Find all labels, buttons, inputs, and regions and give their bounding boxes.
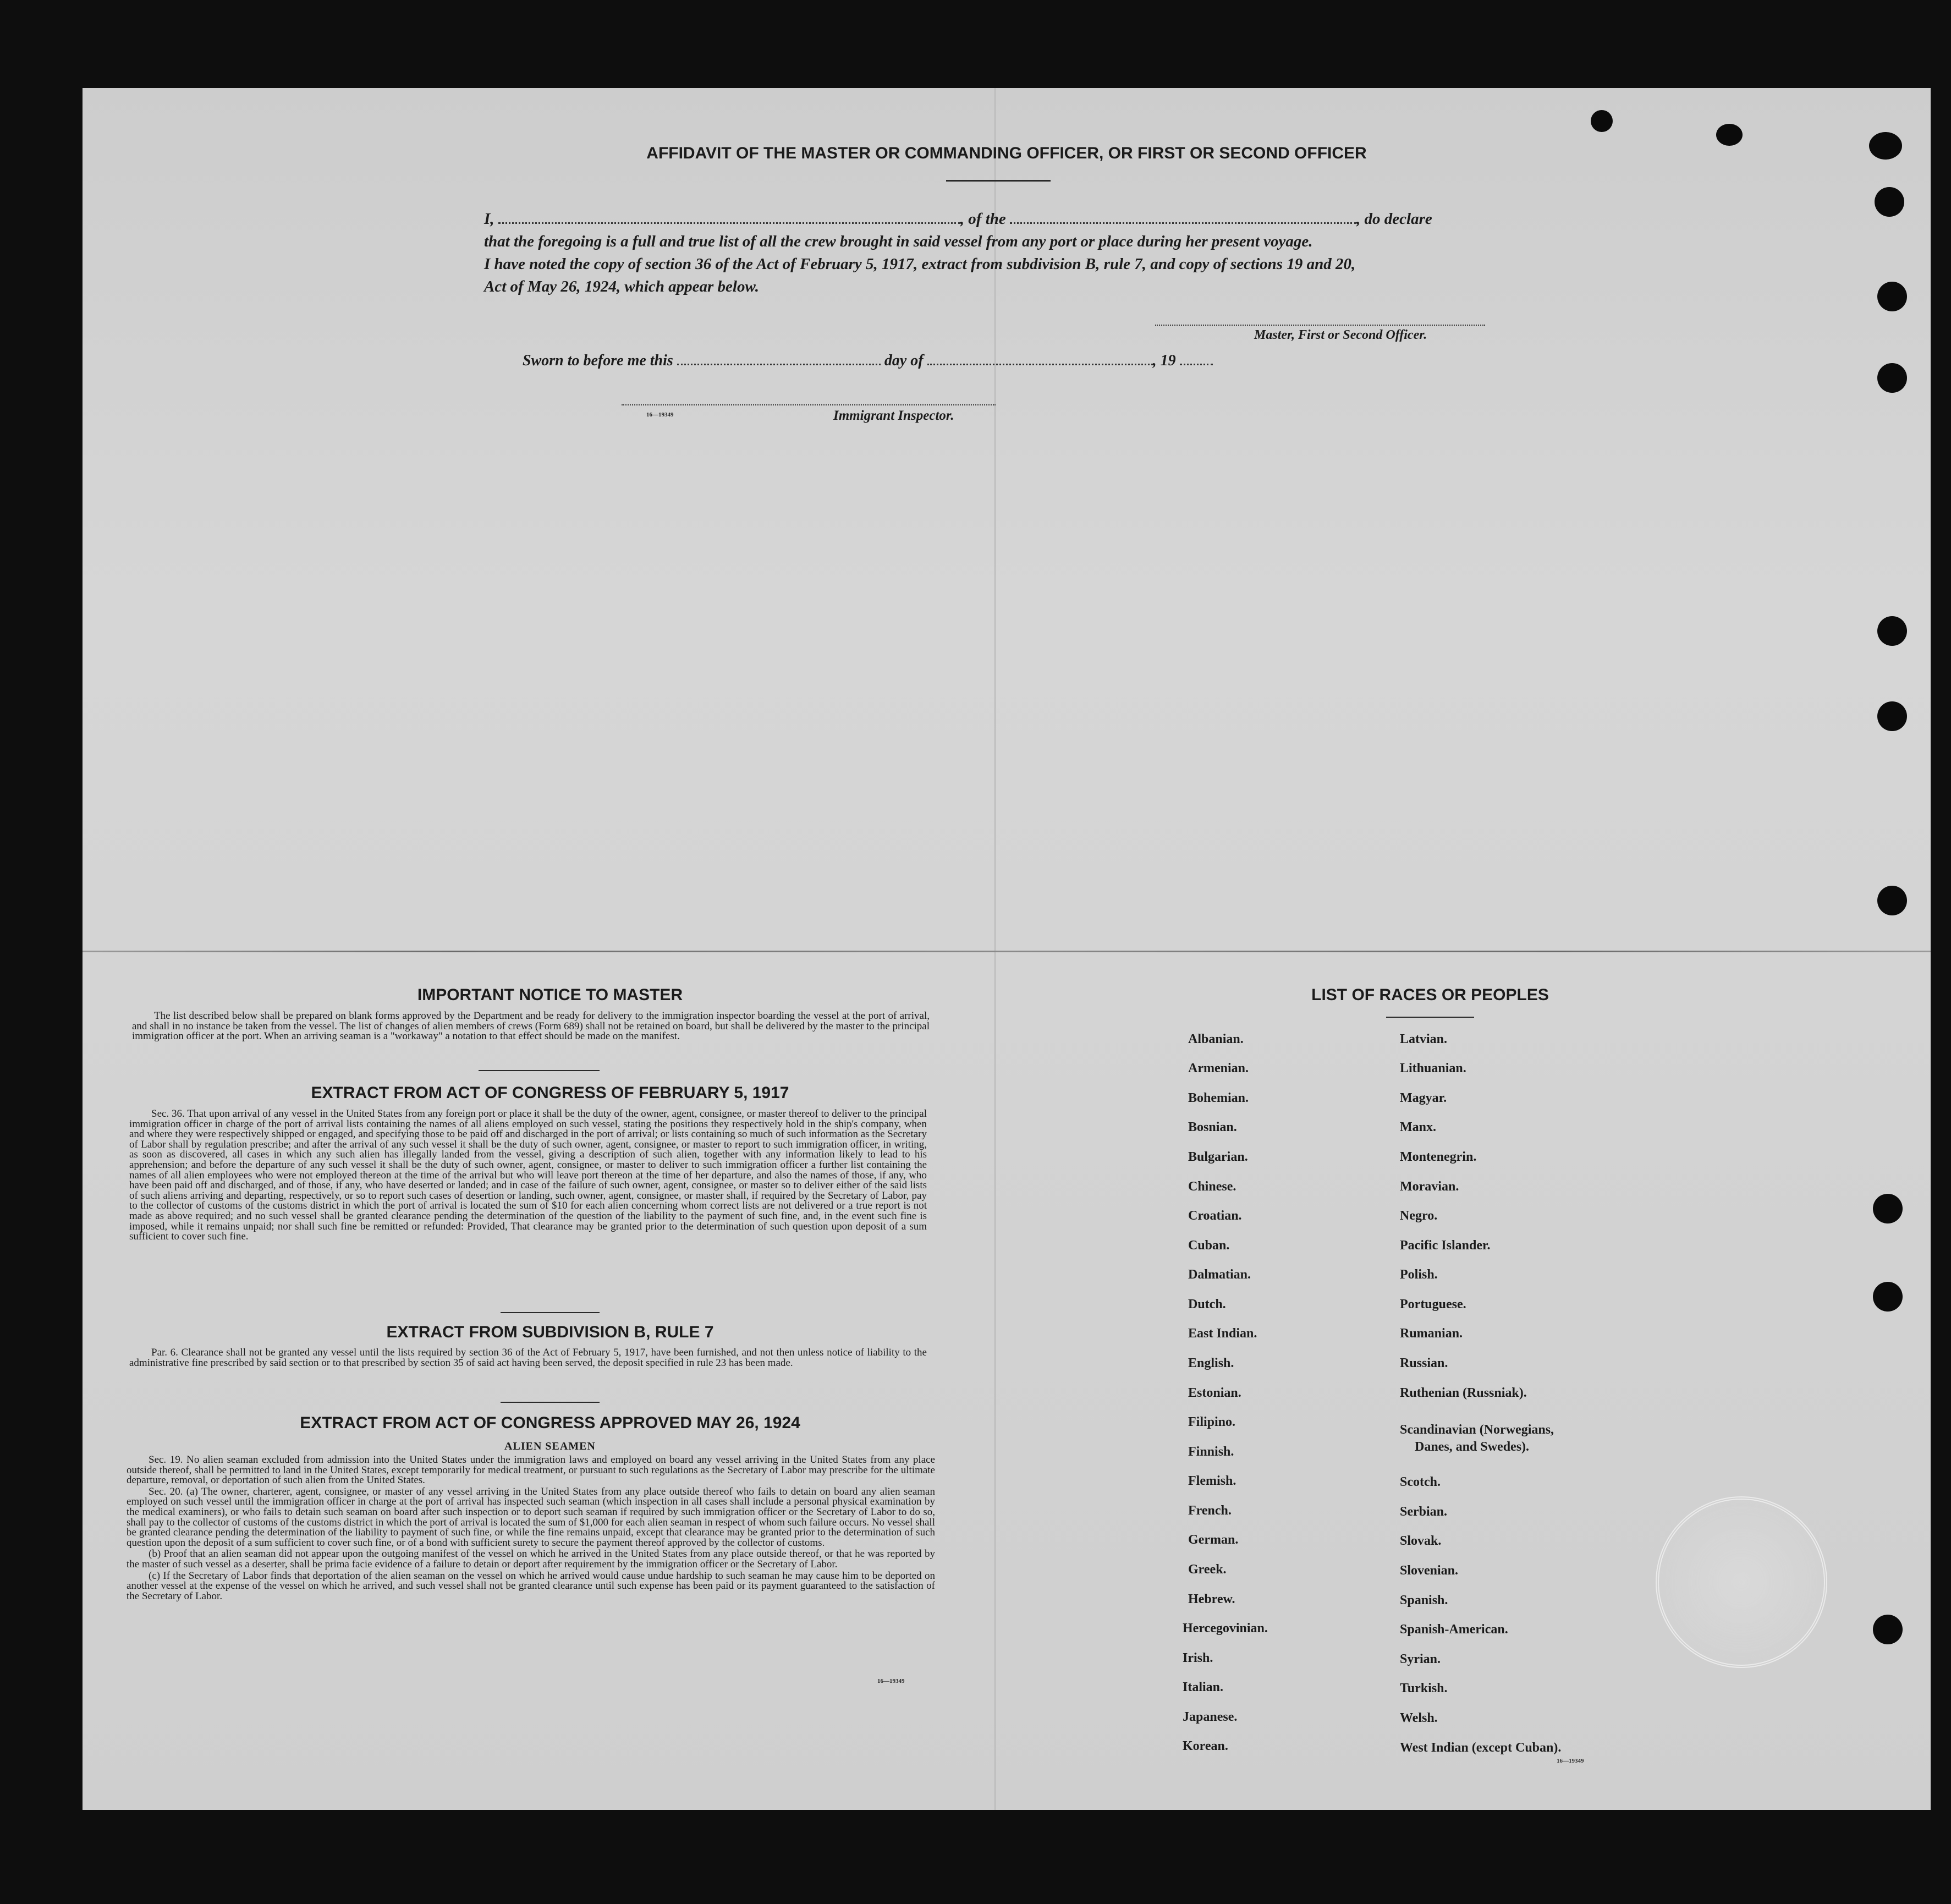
race-item: Serbian. (1400, 1505, 1448, 1519)
notice-title: IMPORTANT NOTICE TO MASTER (417, 986, 683, 1004)
race-item: Spanish-American. (1400, 1622, 1508, 1637)
section-36-paragraph: Sec. 36. That upon arrival of any vessel in the United States from any foreign port or place it shall be the duty of the owner, agent, consignee, or master thereof to deliver to the principal immigration officer in charge of the port of arrival lists containing the names of all aliens employed on such vessel, stating the positions they respectively hold in the ship's company, when and where they were respectively shipped or engaged, and specifying those to be paid off and discharged in the port of arrival; or lists containing so much of such information as the Secretary of Labor shall by regulation prescribe; and after the arrival of any such vessel it shall be the duty of such owner, agent, consignee, or master to report to such immigration officer, in writing, as soon as discovered, all cases in which any such alien has illegally landed from the vessel, giving a description of such alien, together with any information likely to lead to his apprehension; and before the departure of any such vessel it shall be the duty of such owner, agent, consignee, or master to deliver to such immigration officer a further list containing the names of all alien employees who were not employed thereon at the time of the arrival but who will leave port thereon at the time of her departure, and also the names of those, if any, who have been paid off and discharged, and of those, if any, who have deserted or landed; and in case of the failure of such owner, agent, consignee, or master so to deliver either of the said lists of such aliens arriving and departing, respectively, or so to report such cases of desertion or landing, such owner, agent, consignee, or master shall, if required by the Secretary of Labor, pay to the collector of customs of the customs district in which the port of arrival is located the sum of $10 for each alien concerning whom correct lists are not delivered or a true report is not made as above required; and no such vessel shall be granted clearance pending the determination of the question of the liability to the payment of such fine, and, in the event such fine is imposed, while it remains unpaid; nor shall such fine be remitted or refunded: Provided, That clearance may be granted prior to the determination of such question upon deposit of a sum sufficient to cover such fine. (129, 1108, 927, 1243)
declaration-line-3: I have noted the copy of section 36 of the Act of February 5, 1917, extract from subdivision B, rule 7, and copy of sections 19 and 20, (484, 255, 1356, 273)
race-item: Korean. (1183, 1739, 1228, 1753)
sworn-day-field[interactable] (677, 364, 881, 365)
sworn-year-field[interactable] (1180, 364, 1213, 365)
race-item: Croatian. (1188, 1209, 1242, 1223)
race-item: Japanese. (1183, 1710, 1238, 1724)
race-item: Flemish. (1188, 1474, 1236, 1488)
title-underline (946, 180, 1051, 182)
race-item: English. (1188, 1356, 1234, 1370)
race-item: Hebrew. (1188, 1592, 1235, 1606)
punch-hole (1591, 110, 1613, 132)
extract-rule7-title: EXTRACT FROM SUBDIVISION B, RULE 7 (386, 1323, 714, 1341)
race-item: Russian. (1400, 1356, 1448, 1370)
year-prefix: , 19 (1152, 352, 1176, 369)
master-caption: Master, First or Second Officer. (1254, 328, 1427, 342)
race-item: Negro. (1400, 1209, 1438, 1223)
of-the-label: , of the (960, 210, 1006, 228)
race-item: Magyar. (1400, 1091, 1447, 1105)
master-signature-line[interactable] (1155, 325, 1485, 326)
sworn-line (523, 352, 1213, 370)
sworn-month-field[interactable] (927, 364, 1153, 365)
inspector-caption: Immigrant Inspector. (833, 408, 954, 423)
punch-hole (1873, 1282, 1903, 1312)
race-item: West Indian (except Cuban). (1400, 1741, 1562, 1755)
extract-1924-title: EXTRACT FROM ACT OF CONGRESS APPROVED MAY 26, 1924 (300, 1414, 800, 1432)
race-item: Armenian. (1188, 1061, 1249, 1076)
sworn-prefix: Sworn to before me this (523, 352, 673, 369)
race-item: Italian. (1183, 1680, 1224, 1694)
race-item: Slovenian. (1400, 1563, 1459, 1578)
sec-20a-paragraph: Sec. 20. (a) The owner, charterer, agent, consignee, or master of any vessel arriving in the United States from any place outside thereof who fails to detain on board any alien seaman employed on such vessel until the immigration officer in charge at the port of arrival has inspected such seaman (which inspection in all cases shall include a personal physical examination by the medical examiners), or who fails to detain such seaman on board after such inspection or to deport such seaman if required by such immigration officer or the Secretary of Labor to do so, shall pay to the collector of customs of the customs district in which the port of arrival is located the sum of $1,000 for each alien seaman in respect of whom such failure occurs. No vessel shall be granted clearance pending the determination of the liability to payment of such fine, or while the fine remains unpaid, except that clearance may be granted prior to the determination of such question upon the deposit of a sum sufficient to cover such fine, or of a bond with sufficient surety to secure the payment thereof approved by the collector of customs. (127, 1485, 935, 1549)
divider (479, 1070, 600, 1071)
race-item: Albanian. (1188, 1032, 1244, 1046)
race-item: Danes, and Swedes). (1415, 1440, 1530, 1454)
race-item: Filipino. (1188, 1415, 1236, 1429)
alien-seamen-heading: ALIEN SEAMEN (504, 1440, 596, 1452)
race-item: Turkish. (1400, 1681, 1448, 1696)
form-number: 16—19349 (1557, 1758, 1584, 1764)
punch-hole (1877, 886, 1907, 915)
race-item: Dalmatian. (1188, 1267, 1251, 1282)
race-item: Greek. (1188, 1562, 1227, 1577)
declaration (484, 208, 1513, 298)
race-item: Slovak. (1400, 1534, 1442, 1548)
race-item: Welsh. (1400, 1711, 1438, 1725)
par-6-paragraph: Par. 6. Clearance shall not be granted any vessel until the lists required by section 36 of the Act of February 5, 1917, have been furnished, and not then unless notice of liability to the administrative fine prescribed by said section or to that prescribed by section 35 of said act having been served, the deposit specified in rule 23 has been made. (129, 1347, 927, 1369)
declaration-line-2: that the foregoing is a full and true list of all the crew brought in said vessel from any port or place during her present voyage. (484, 233, 1313, 250)
race-item: Irish. (1183, 1651, 1213, 1665)
affidavit-title: AFFIDAVIT OF THE MASTER OR COMMANDING OFFICER, OR FIRST OR SECOND OFFICER (646, 144, 1367, 162)
race-item: Montenegrin. (1400, 1150, 1477, 1164)
form-number: 16—19349 (877, 1678, 905, 1684)
punch-hole (1875, 187, 1904, 217)
sec-19-paragraph: Sec. 19. No alien seaman excluded from admission into the United States under the immigration laws and employed on board any vessel arriving in the United States from any place outside thereof, shall be permitted to land in the United States, except temporarily for medical treatment, or pursuant to such regulations as the Secretary of Labor may prescribe for the ultimate departure, removal, or deportation of such alien from the United States. (127, 1454, 935, 1486)
race-item: Ruthenian (Russniak). (1400, 1386, 1527, 1400)
inspector-signature-line[interactable] (622, 404, 996, 405)
race-item: Finnish. (1188, 1445, 1234, 1459)
divider (501, 1402, 600, 1403)
punch-hole (1877, 363, 1907, 393)
race-item: Bulgarian. (1188, 1150, 1248, 1164)
race-item: German. (1188, 1533, 1239, 1547)
race-item: Manx. (1400, 1120, 1436, 1134)
vessel-name-field[interactable] (1010, 222, 1356, 224)
race-item: Hercegovinian. (1183, 1621, 1268, 1636)
race-item: Estonian. (1188, 1386, 1241, 1400)
extract-1917-text (129, 1109, 927, 1243)
declarant-prefix: I, (484, 210, 494, 228)
divider (1386, 1017, 1474, 1018)
race-item: Bosnian. (1188, 1120, 1237, 1134)
embossed-seal (1656, 1496, 1827, 1668)
extract-1924-text (127, 1455, 935, 1603)
race-item: East Indian. (1188, 1326, 1257, 1341)
race-item: Latvian. (1400, 1032, 1448, 1046)
race-item: Dutch. (1188, 1297, 1226, 1312)
divider (501, 1312, 600, 1313)
notice-text (132, 1011, 930, 1043)
punch-hole (1716, 124, 1743, 146)
race-item: Scandinavian (Norwegians, (1400, 1423, 1554, 1437)
race-item: Polish. (1400, 1267, 1438, 1282)
notice-paragraph: The list described below shall be prepared on blank forms approved by the Department and be ready for delivery to the immigration inspector boarding the vessel at the port of arrival, and shall in no instance be taken from the vessel. The list of changes of alien members of crews (Form 689) shall not be retained on board, but shall be delivered by the master to the principal immigration officer at the port. When an arriving seaman is a "workaway" a notation to that effect should be made on the manifest. (132, 1010, 930, 1042)
race-item: Bohemian. (1188, 1091, 1249, 1105)
extract-rule7-text (129, 1348, 927, 1369)
race-item: Chinese. (1188, 1179, 1236, 1194)
race-item: Scotch. (1400, 1475, 1441, 1489)
punch-hole (1869, 132, 1902, 160)
punch-hole (1877, 282, 1907, 311)
declarant-name-field[interactable] (498, 222, 960, 224)
punch-hole (1873, 1194, 1903, 1223)
punch-hole (1873, 1615, 1903, 1644)
punch-hole (1877, 616, 1907, 646)
declaration-line-4: Act of May 26, 1924, which appear below. (484, 278, 759, 295)
race-item: Rumanian. (1400, 1326, 1463, 1341)
races-title: LIST OF RACES OR PEOPLES (1311, 986, 1549, 1004)
declaration-line-1 (484, 208, 1513, 231)
declare-label: , do declare (1356, 210, 1432, 228)
vertical-fold (994, 88, 996, 1810)
sec-20b-paragraph: (b) Proof that an alien seaman did not appear upon the outgoing manifest of the vessel on which he arrived in the United States from any place outside thereof, or that he was reported by the master of such vessel as a deserter, shall be prima facie evidence of a failure to detain or deport after requirement by the immigration officer or the Secretary of Labor. (127, 1548, 935, 1570)
race-item: Syrian. (1400, 1652, 1441, 1666)
race-item: Lithuanian. (1400, 1061, 1466, 1076)
punch-hole (1877, 701, 1907, 731)
day-of-label: day of (884, 352, 924, 369)
horizontal-fold (83, 951, 1931, 952)
extract-1917-title: EXTRACT FROM ACT OF CONGRESS OF FEBRUARY 5, 1917 (311, 1084, 789, 1102)
sec-20c-paragraph: (c) If the Secretary of Labor finds that deportation of the alien seaman on the vessel on which he arrived would cause undue hardship to such seaman he may cause him to be deported on another vessel at the expense of the vessel on which he arrived, and such vessel shall not be granted clearance until such expense has been paid or its payment guaranteed to the satisfaction of the Secretary of Labor. (127, 1570, 935, 1602)
race-item: Spanish. (1400, 1593, 1448, 1607)
race-item: Moravian. (1400, 1179, 1459, 1194)
race-item: French. (1188, 1504, 1232, 1518)
race-item: Portuguese. (1400, 1297, 1466, 1312)
race-item: Pacific Islander. (1400, 1238, 1491, 1253)
race-item: Cuban. (1188, 1238, 1230, 1253)
form-number: 16—19349 (646, 411, 674, 418)
